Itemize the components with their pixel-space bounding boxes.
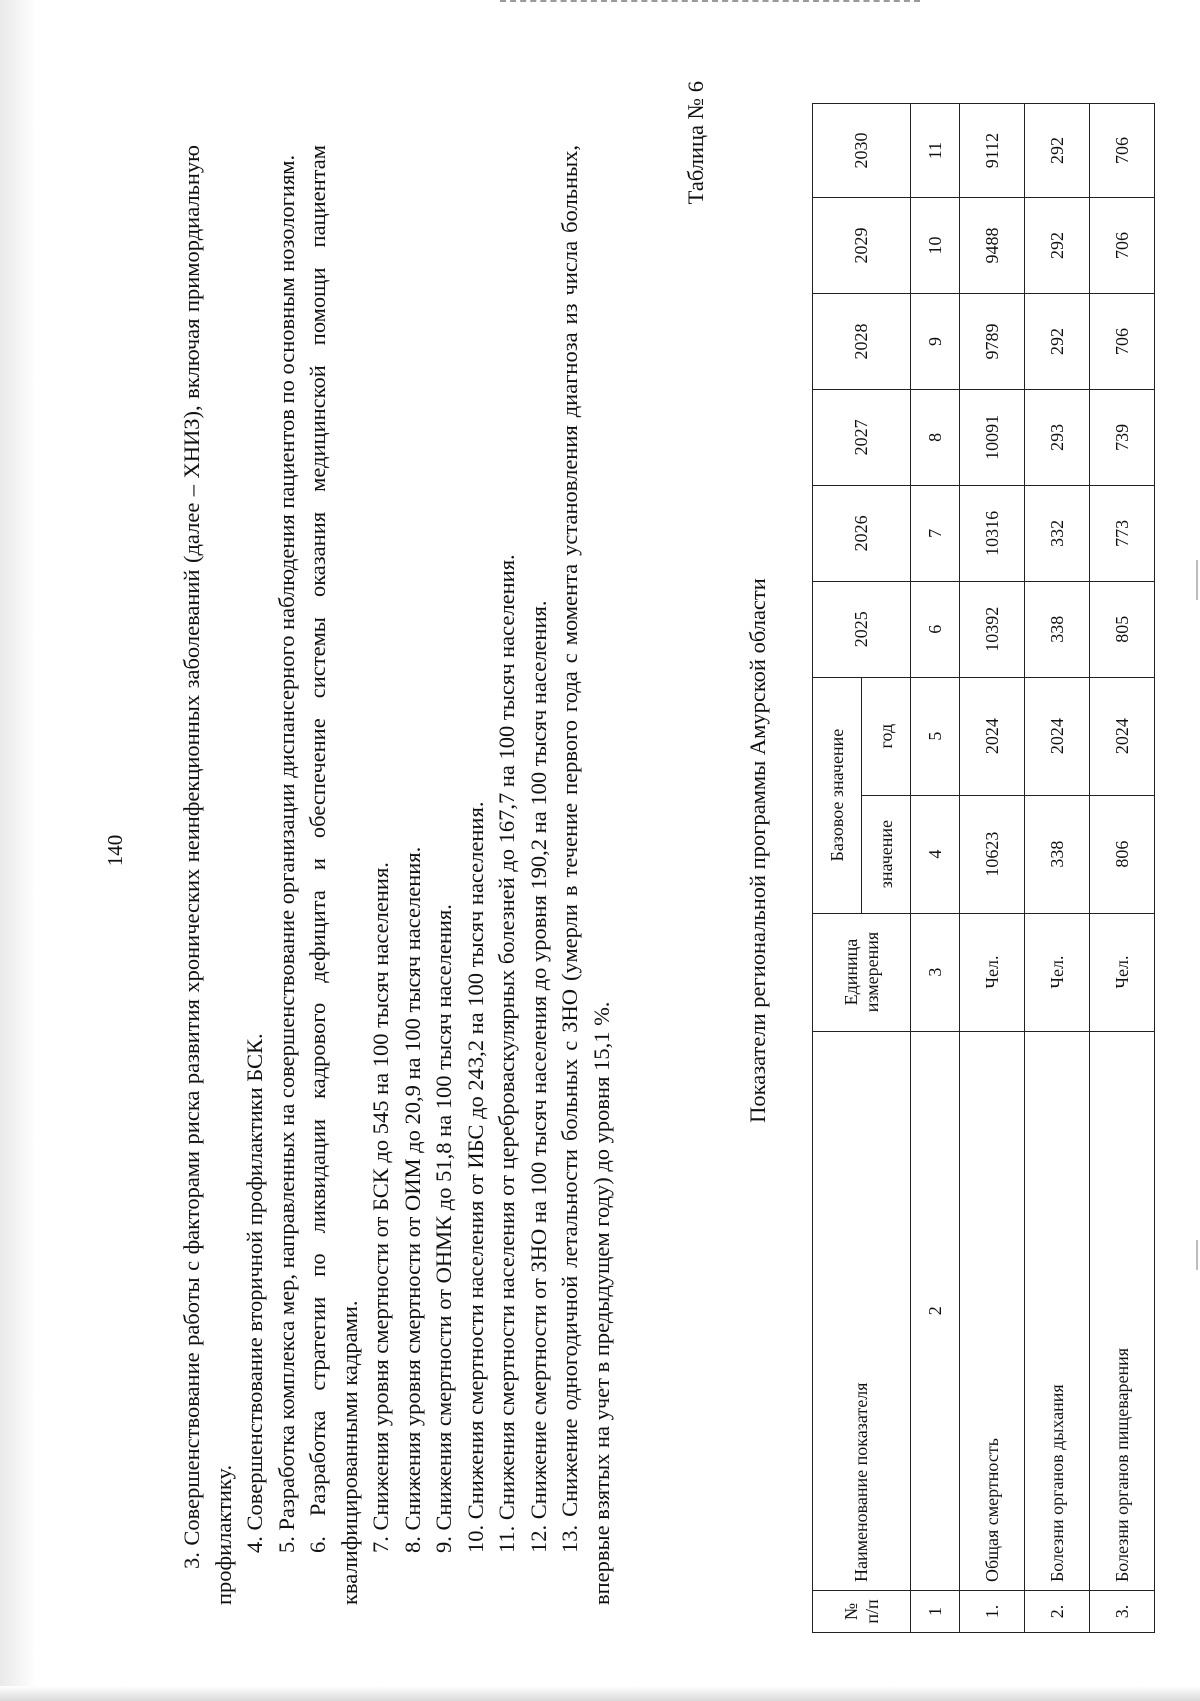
cell-2027: 293 [1025,389,1090,485]
cell-name: Болезни органов пищеварения [1090,1031,1155,1591]
column-number: 6 [911,581,960,677]
cell-base-value: 10623 [960,795,1025,913]
cell-2026: 773 [1090,485,1155,581]
table-row [1090,104,1155,1633]
paragraph-8: 8. Снижения уровня смертности от ОИМ до 20,9 на 100 тысяч населения. [399,846,425,1553]
cell-2026: 10316 [960,485,1025,581]
col-header-base-year: год [862,677,911,795]
cell-2028: 292 [1025,293,1090,389]
cell-2025: 805 [1090,581,1155,677]
column-number: 2 [911,1031,960,1591]
column-number: 3 [911,913,960,1031]
col-header-num: № п/п [813,1591,911,1633]
paragraph-4: 4. Совершенствование вторичной профилактики БСК. [242,1033,267,1553]
cell-2029: 706 [1090,198,1155,294]
col-header-base-value: значение [862,795,911,913]
cell-2027: 10091 [960,389,1025,485]
cell-2028: 706 [1090,293,1155,389]
column-number: 5 [911,677,960,795]
paragraph-5: 5. Разработка комплекса мер, направленных на совершенствование организации диспансерного наблюдения пациентов по основным нозологиям. [273,154,299,1553]
column-number: 8 [911,389,960,485]
cell-unit: Чел. [1025,913,1090,1031]
cell-2026: 332 [1025,485,1090,581]
cell-unit: Чел. [1090,913,1155,1031]
col-header-name: Наименование показателя [813,1031,911,1591]
paragraph-6: 6. Разработка стратегии по ликвидации кадрового дефицита и обеспечение системы оказания медицинской помощи пациентам квалифицированными кадрами. [305,145,362,1605]
column-number: 9 [911,293,960,389]
cell-2028: 9789 [960,293,1025,389]
cell-2025: 10392 [960,581,1025,677]
page-number: 140 [103,834,127,867]
indicators-table [812,103,1155,1633]
paragraph-3: 3. Совершенствование работы с факторами риска развития хронических неинфекционных заболеваний (далее – ХНИЗ), включая примордиальную профилактику. [179,145,236,1605]
cell-num: 3. [1090,1591,1155,1633]
cell-num: 1. [960,1591,1025,1633]
col-header-2026: 2026 [813,485,911,581]
paragraph-11: 11. Снижения смертности населения от цереброваскулярных болезней до 167,7 на 100 тысяч населения. [494,554,519,1553]
cell-name: Общая смертность [960,1031,1025,1591]
cell-2029: 9488 [960,198,1025,294]
col-header-2027: 2027 [813,389,911,485]
col-header-2028: 2028 [813,293,911,389]
cell-base-year: 2024 [1025,677,1090,795]
paragraph-9: 9. Снижения смертности от ОНМК до 51,8 на 100 тысяч населения. [431,904,456,1553]
cell-base-year: 2024 [960,677,1025,795]
column-number: 4 [911,795,960,913]
col-header-unit: Единица измерения [813,913,911,1031]
column-number: 7 [911,485,960,581]
paragraph-7: 7. Снижения уровня смертности от БСК до 545 на 100 тысяч населения. [368,862,393,1553]
cell-2027: 739 [1090,389,1155,485]
table-row [960,104,1025,1633]
col-header-2029: 2029 [813,198,911,294]
col-header-2030: 2030 [813,104,911,198]
body-text [176,145,617,1605]
cell-2030: 706 [1090,104,1155,198]
paragraph-12: 12. Снижение смертности от ЗНО на 100 тысяч населения до уровня 190,2 на 100 тысяч населения. [525,600,551,1553]
cell-unit: Чел. [960,913,1025,1031]
cell-2030: 9112 [960,104,1025,198]
col-header-2025: 2025 [813,581,911,677]
column-number: 10 [911,198,960,294]
col-header-base: Базовое значение [813,677,862,913]
table-caption: Таблица № 6 [683,81,708,205]
column-number-row [911,104,960,1633]
cell-2025: 338 [1025,581,1090,677]
cell-base-value: 806 [1090,795,1155,913]
cell-base-value: 338 [1025,795,1090,913]
table-row [1025,104,1090,1633]
column-number: 11 [911,104,960,198]
table-title: Показатели региональной программы Амурской области [745,578,770,1123]
cell-2030: 292 [1025,104,1090,198]
cell-base-year: 2024 [1090,677,1155,795]
cell-name: Болезни органов дыхания [1025,1031,1090,1591]
paragraph-13: 13. Снижение одногодичной летальности больных с ЗНО (умерли в течение первого года с момента установления диагноза из числа больных, впервые взятых на учет в предыдущем году) до уровня 15,1 %. [557,145,614,1605]
cell-num: 2. [1025,1591,1090,1633]
column-number: 1 [911,1591,960,1633]
paragraph-10: 10. Снижения смертности населения от ИБС до 243,2 на 100 тысяч населения. [462,801,488,1553]
cell-2029: 292 [1025,198,1090,294]
